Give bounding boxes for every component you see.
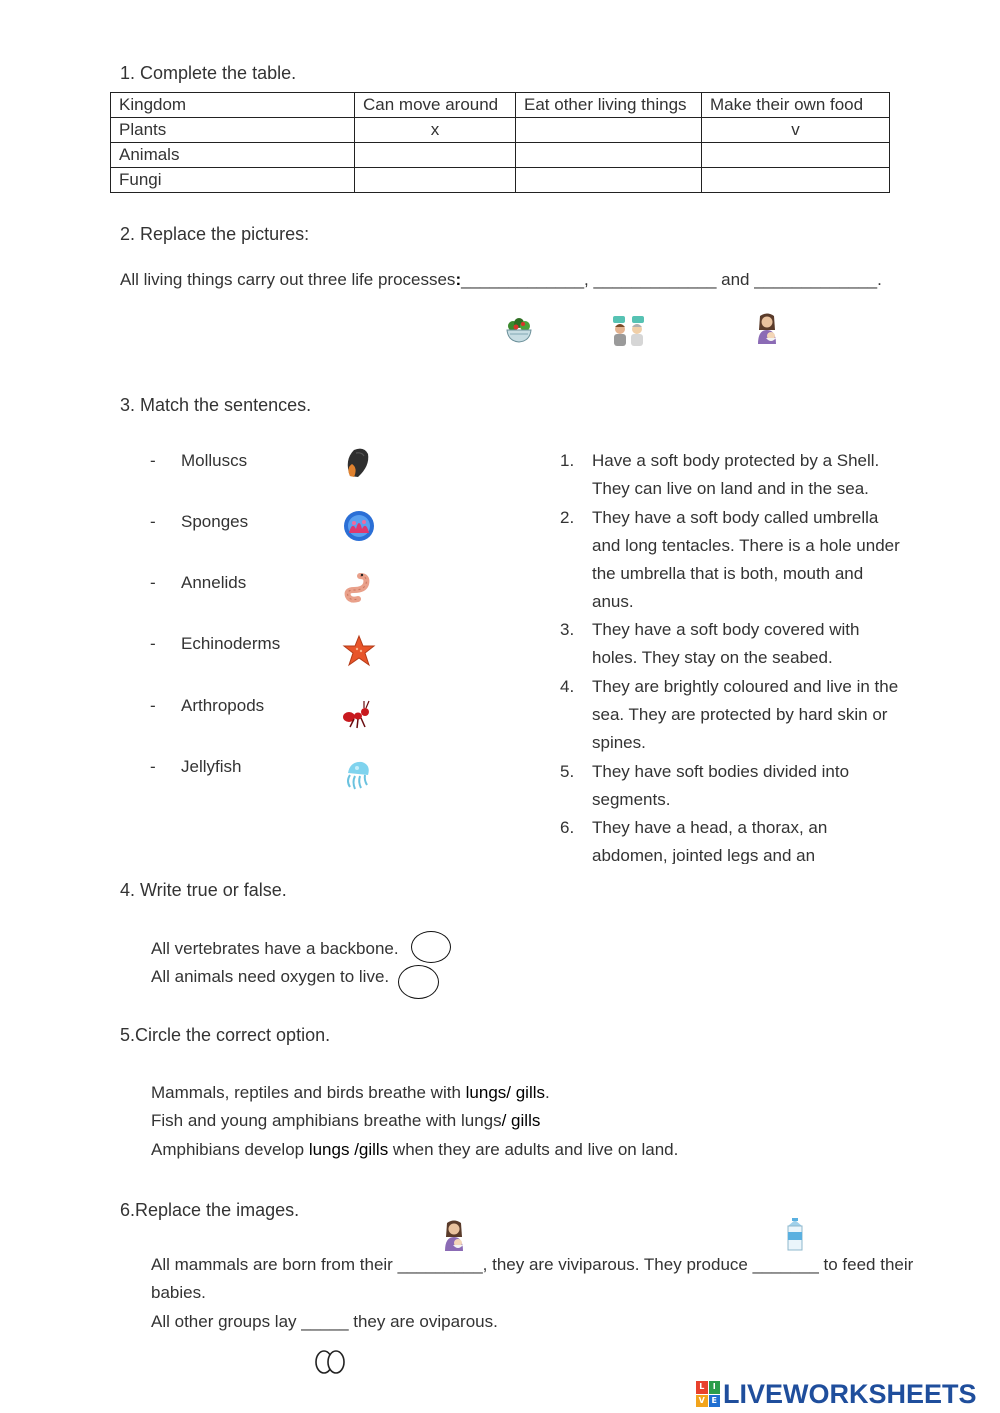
answer-cell[interactable] xyxy=(702,143,890,168)
q2-title: 2. Replace the pictures: xyxy=(120,224,310,244)
logo-letter: L xyxy=(696,1381,708,1394)
logo-letter: V xyxy=(696,1395,708,1408)
statement-1: All vertebrates have a backbone. xyxy=(151,939,399,958)
group-name: Echinoderms xyxy=(181,634,281,653)
sentence-line: spines. xyxy=(592,733,646,752)
answer-cell[interactable] xyxy=(516,168,702,193)
q5-title: 5.Circle the correct option. xyxy=(120,1025,331,1045)
table-row xyxy=(111,118,890,143)
row-label: Animals xyxy=(111,143,355,168)
sentence-number: 4. xyxy=(560,677,575,696)
sentence-number: 1. xyxy=(560,451,575,470)
q4-title: 4. Write true or false. xyxy=(120,880,287,900)
group-dash: - xyxy=(150,451,156,470)
option-lungs-gills-3[interactable]: lungs /gills xyxy=(308,1140,389,1159)
sentence-number: 2. xyxy=(560,508,575,527)
answer-blank-3[interactable]: _____________ xyxy=(754,270,878,289)
logo-grid-icon xyxy=(696,1381,720,1407)
table-header-row xyxy=(111,93,890,118)
sentence-line: They have a head, a thorax, an xyxy=(592,818,828,837)
sentence-line: They have a soft body called umbrella xyxy=(592,508,879,527)
answer-cell[interactable]: x xyxy=(355,118,516,143)
sentence-number: 3. xyxy=(560,620,575,639)
group-name: Sponges xyxy=(181,512,249,531)
answer-cell[interactable] xyxy=(516,143,702,168)
sentence-number: 6. xyxy=(560,818,575,837)
sentence-line: and long tentacles. There is a hole under xyxy=(592,536,900,555)
q2-sentence xyxy=(120,270,882,290)
sentence-line: They can live on land and in the sea. xyxy=(592,479,869,498)
answer-blank-1[interactable]: _____________ xyxy=(461,270,585,289)
sentence-line: anus. xyxy=(592,592,634,611)
q5-line-1 xyxy=(151,1083,550,1103)
header-cell: Kingdom xyxy=(111,93,355,118)
statement-2: All animals need oxygen to live. xyxy=(151,967,390,986)
q6-line-3: All other groups lay _____ they are oviparous. xyxy=(151,1312,498,1331)
answer-circle-2[interactable] xyxy=(398,965,439,999)
logo-letter: I xyxy=(709,1381,721,1394)
q3-title: 3. Match the sentences. xyxy=(120,395,312,415)
q6-line-2: babies. xyxy=(151,1283,206,1302)
q2-colon: : xyxy=(455,270,462,289)
q6-line-1: All mammals are born from their _________, they are viviparous. They produce _______ to feed their xyxy=(151,1255,914,1274)
sentence-line: sea. They are protected by hard skin or xyxy=(592,705,888,724)
answer-cell[interactable] xyxy=(516,118,702,143)
woman-with-baby-icon xyxy=(750,312,784,346)
sentence-line: They have a soft body covered with xyxy=(592,620,860,639)
row-label: Fungi xyxy=(111,168,355,193)
logo-text: LIVEWORKSHEETS xyxy=(723,1378,977,1409)
food-bowl-icon xyxy=(502,314,536,348)
sentence-line: abdomen, jointed legs and an xyxy=(592,846,816,864)
q1-title: 1. Complete the table. xyxy=(120,63,297,83)
sentence-line: They are brightly coloured and live in the xyxy=(592,677,899,696)
q5-line-2-text: Fish and young amphibians breathe with lungs xyxy=(151,1111,502,1130)
group-name: Annelids xyxy=(181,573,247,592)
q5-line-3 xyxy=(151,1140,678,1160)
header-cell: Eat other living things xyxy=(516,93,702,118)
sentence-line: They have soft bodies divided into xyxy=(592,762,850,781)
q2-sentence-text: All living things carry out three life processes xyxy=(120,270,456,289)
group-dash: - xyxy=(150,512,156,531)
group-dash: - xyxy=(150,757,156,776)
sentence-number: 5. xyxy=(560,762,575,781)
sentence-line: holes. They stay on the seabed. xyxy=(592,648,833,667)
q5-line-1-text: Mammals, reptiles and birds breathe with xyxy=(151,1083,466,1102)
q5-line-2 xyxy=(151,1111,540,1131)
group-dash: - xyxy=(150,696,156,715)
table-row xyxy=(111,143,890,168)
q5-line-3-end: when they are adults and live on land. xyxy=(388,1140,679,1159)
answer-circle-1[interactable] xyxy=(411,931,451,963)
group-name: Molluscs xyxy=(181,451,248,470)
group-dash: - xyxy=(150,573,156,592)
sentence-line: segments. xyxy=(592,790,671,809)
coral-icon xyxy=(342,509,376,543)
ant-icon xyxy=(340,697,374,731)
eggs-icon xyxy=(312,1346,348,1376)
people-talking-icon xyxy=(610,314,648,348)
table-row xyxy=(111,168,890,193)
milk-carton-icon xyxy=(778,1218,812,1252)
group-dash: - xyxy=(150,634,156,653)
option-lungs-gills-1[interactable]: lungs/ gills xyxy=(465,1083,546,1102)
answer-cell[interactable]: v xyxy=(702,118,890,143)
mussel-shell-icon xyxy=(340,446,374,480)
sentence-line: the umbrella that is both, mouth and xyxy=(592,564,864,583)
q2-and: and xyxy=(716,270,755,289)
header-cell: Can move around xyxy=(355,93,516,118)
q5-line-3-text: Amphibians develop xyxy=(151,1140,309,1159)
sentence-line: Have a soft body protected by a Shell. xyxy=(592,451,880,470)
jellyfish-icon xyxy=(340,757,374,791)
answer-cell[interactable] xyxy=(355,168,516,193)
answer-blank-2[interactable]: _____________ xyxy=(593,270,717,289)
q2-period: . xyxy=(877,270,882,289)
q2-comma: , xyxy=(584,270,594,289)
q5-line-1-end: . xyxy=(545,1083,550,1102)
header-cell: Make their own food xyxy=(702,93,890,118)
mother-icon xyxy=(437,1219,471,1253)
q6-title: 6.Replace the images. xyxy=(120,1200,300,1220)
answer-cell[interactable] xyxy=(702,168,890,193)
worm-icon xyxy=(340,570,374,604)
liveworksheets-logo xyxy=(696,1378,977,1410)
group-name: Arthropods xyxy=(181,696,265,715)
group-name: Jellyfish xyxy=(181,757,242,776)
option-lungs-gills-2[interactable]: / gills xyxy=(501,1111,541,1130)
starfish-icon xyxy=(342,634,376,668)
row-label: Plants xyxy=(111,118,355,143)
kingdom-table xyxy=(110,92,890,193)
logo-letter: E xyxy=(709,1395,721,1408)
answer-cell[interactable] xyxy=(355,143,516,168)
